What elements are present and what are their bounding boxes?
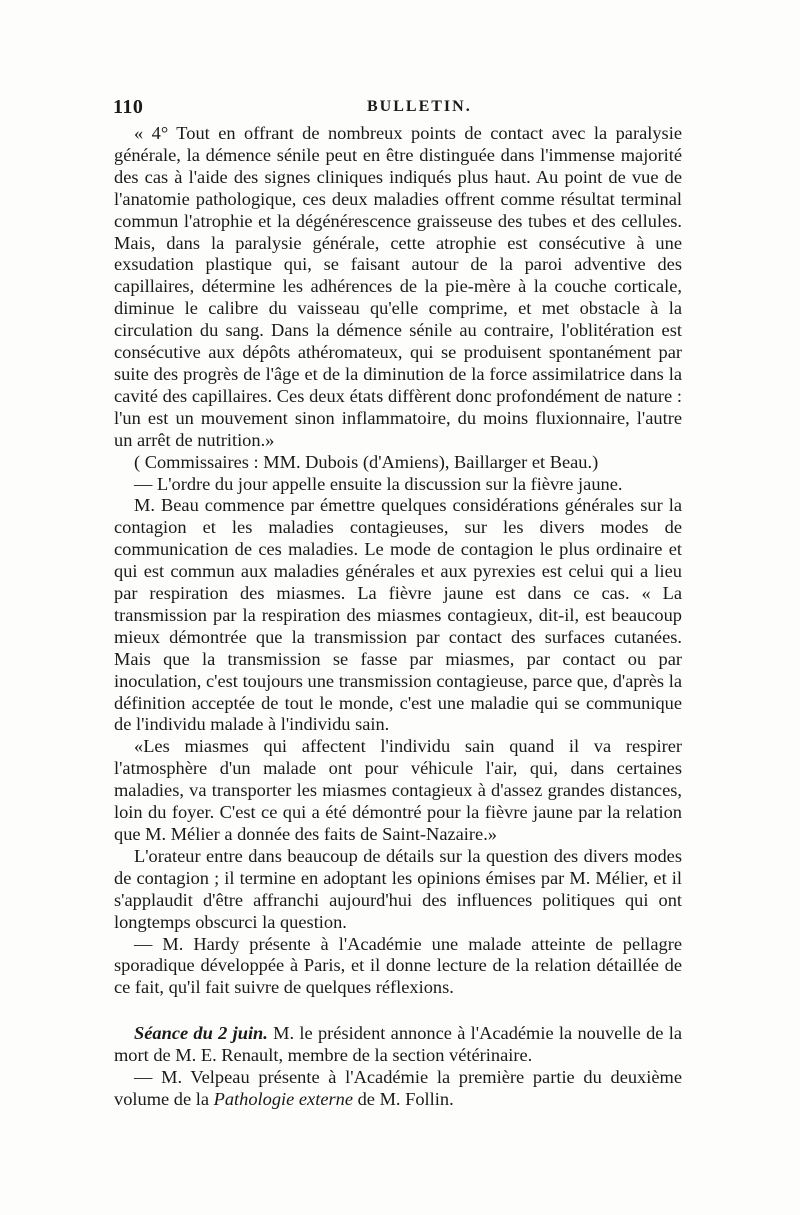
paragraph-commissaires: ( Commissaires : MM. Dubois (d'Amiens), Baillarger et Beau.) bbox=[134, 451, 599, 472]
seance-date-heading: Séance du 2 juin. bbox=[134, 1023, 268, 1044]
velpeau-text-start: — M. Velpeau présente à l'Académie la première partie du deuxième volume de la bbox=[114, 1067, 682, 1109]
paragraph-ordre-du-jour: — L'ordre du jour appelle ensuite la discussion sur la fièvre jaune. bbox=[134, 473, 623, 494]
paragraph-beau: M. Beau commence par émettre quelques considérations générales sur la contagion et les maladies contagieuses, sur les divers modes de communication de ces maladies. Le mode de contagion le plus ordinaire et qui est commun aux maladies générales et aux pyrexies est celui qui a lieu par respiration des miasmes. La fièvre jaune est dans ce cas. « La transmission par la respiration des miasmes contagieux, dit-il, est beaucoup mieux démontrée que la transmission par contact des surfaces cutanées. Mais que la transmission se fasse par miasmes, par contact ou par inoculation, c'est toujours une transmission contagieuse, parce que, d'après la définition acceptée de tout le monde, c'est une maladie qui se communique de l'individu malade à l'individu sain. bbox=[114, 495, 682, 735]
paragraph-orateur: L'orateur entre dans beaucoup de détails sur la question des divers modes de contagion ; il termine en adoptant les opinions émises par M. Mélier, et il s'applaudit d'être affranchi aujourd'hui des influences politiques qui ont longtemps obscurci la question. bbox=[114, 845, 682, 932]
book-title-pathologie-externe: Pathologie externe bbox=[213, 1088, 354, 1109]
paragraph-hardy: — M. Hardy présente à l'Académie une malade atteinte de pellagre sporadique développée à Paris, et il donne lecture de la relation détaillée de ce fait, qu'il fait suivre de quelques réflexions. bbox=[114, 933, 682, 998]
paragraph-seance-2-juin bbox=[114, 1023, 682, 1067]
paragraph-miasmes: «Les miasmes qui affectent l'individu sain quand il va respirer l'atmosphère d'un malade ont pour véhicule l'air, qui, dans certaines maladies, va transporter les miasmes contagieux à d'assez grandes distances, loin du foyer. C'est ce qui a été démontré pour la fièvre jaune par la relation que M. Mélier a donnée des faits de Saint-Nazaire.» bbox=[114, 736, 682, 844]
running-head: BULLETIN. bbox=[367, 98, 472, 115]
page-header bbox=[110, 96, 685, 122]
body-text bbox=[114, 123, 682, 1111]
velpeau-text-end: de M. Follin. bbox=[353, 1088, 454, 1109]
paragraph-velpeau bbox=[114, 1067, 682, 1111]
seance-announcement: M. le président annonce à l'Académie la nouvelle de la mort de M. E. Renault, membre de la section vétérinaire. bbox=[114, 1023, 682, 1066]
page-number: 110 bbox=[113, 96, 144, 118]
paragraph-conclusion-4: « 4° Tout en offrant de nombreux points de contact avec la paralysie générale, la démence sénile peut en être distinguée dans l'immense majorité des cas à l'aide des signes cliniques indiqués plus haut. Au point de vue de l'anatomie pathologique, ces deux maladies offrent comme résultat terminal commun l'atrophie et la dégénérescence graisseuse des tubes et des cellules. Mais, dans la paralysie générale, cette atrophie est consécutive à une exsudation plastique qui, se faisant autour de la paroi adventive des capillaires, détermine les adhérences de la pie-mère à la couche corticale, diminue le calibre du vaisseau qu'elle comprime, et met obstacle à la circulation du sang. Dans la démence sénile au contraire, l'oblitération est consécutive aux dépôts athéromateux, qui se produisent spontanément par suite des progrès de l'âge et de la diminution de la force assimilatrice dans la cavité des capillaires. Ces deux états diffèrent donc profondément de nature : l'un est un mouvement sinon inflammatoire, du moins fluxionnaire, l'autre un arrêt de nutrition.» bbox=[114, 123, 682, 450]
